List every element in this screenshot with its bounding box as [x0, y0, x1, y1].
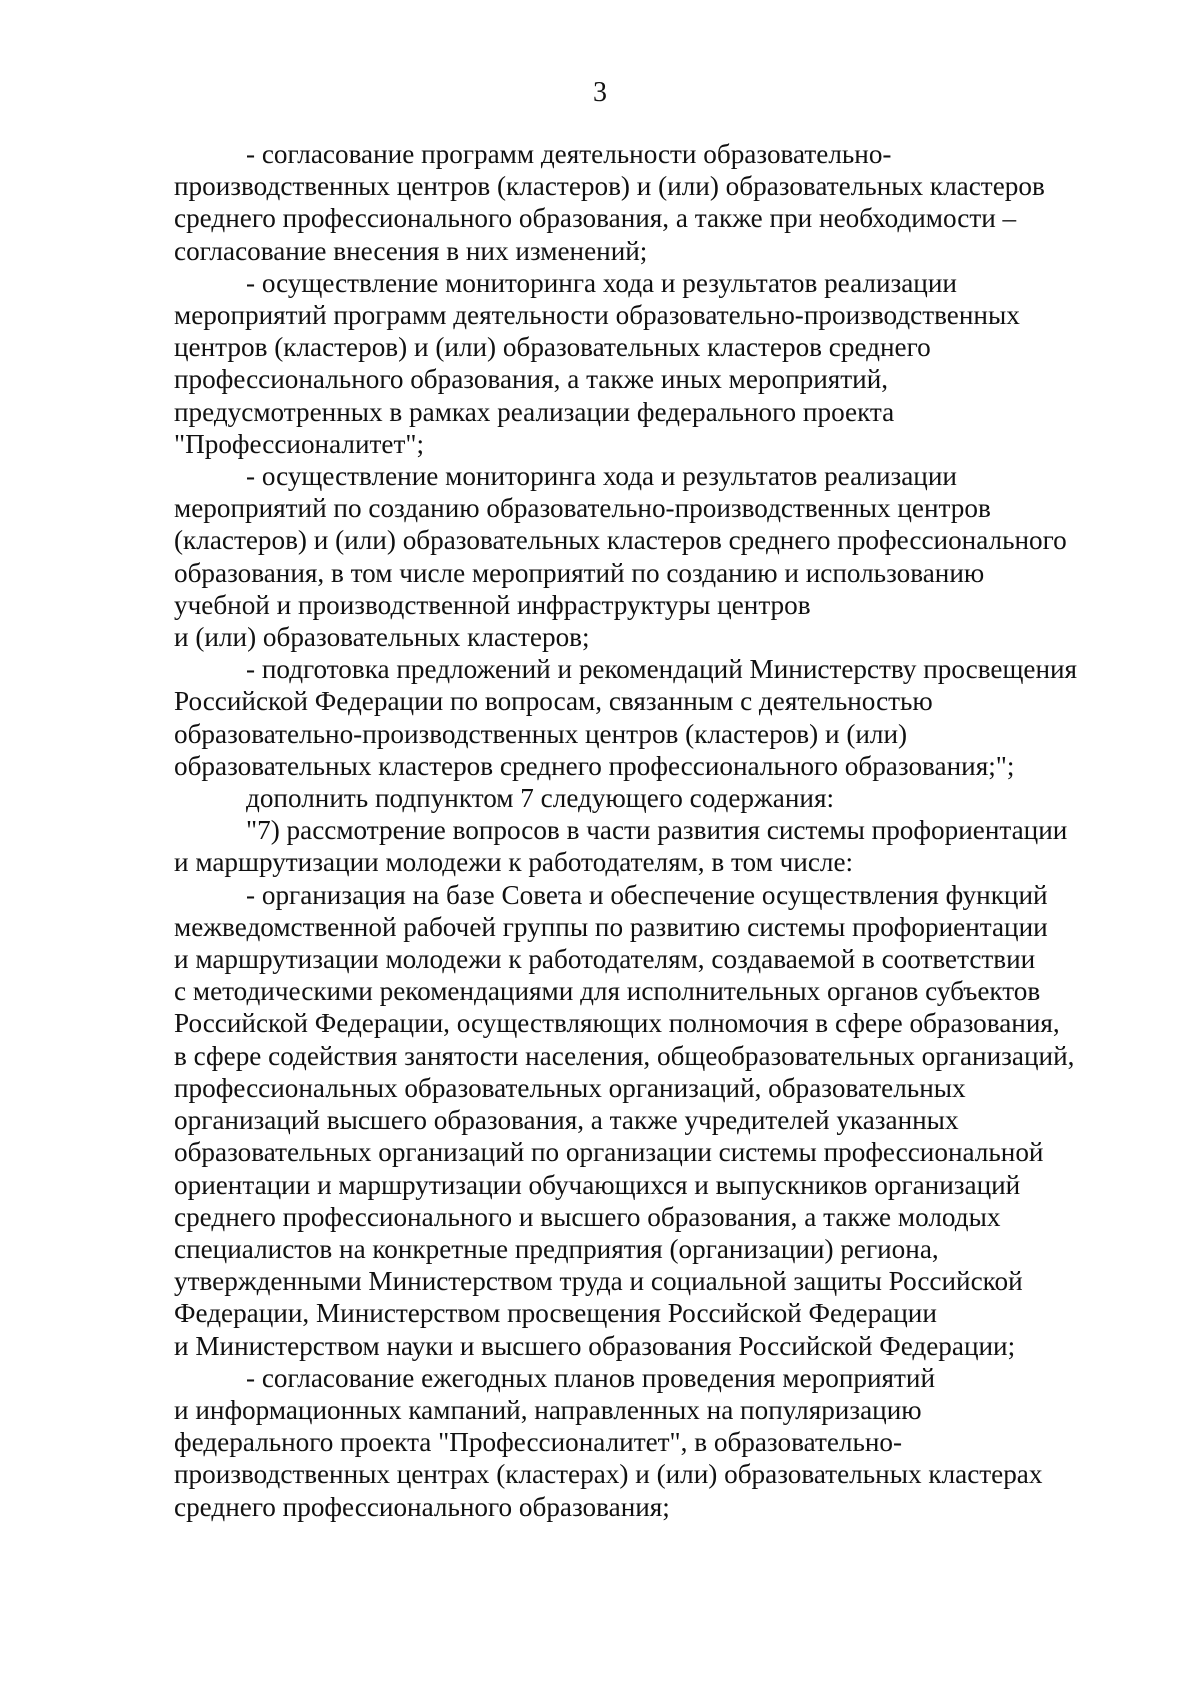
document-body — [174, 138, 1112, 1523]
paragraph-annual-plans: - согласование ежегодных планов проведения мероприятий и информационных кампаний, направленных на популяризацию федерального проекта "Профессионалитет", в образовательно- производственных центрах (кластерах) и (или) образовательных кластерах среднего профессионального образования; — [174, 1362, 1043, 1522]
paragraph-subitem-7: "7) рассмотрение вопросов в части развития системы профориентации и маршрутизации молодежи к работодателям, в том числе: — [174, 815, 1068, 878]
page-number: 3 — [593, 77, 607, 108]
paragraph-working-group: - организация на базе Совета и обеспечение осуществления функций межведомственной рабочей группы по развитию системы профориентации и маршрутизации молодежи к работодателям, создаваемой в соответствии с методическими рекомендациями для исполнительных органов субъектов Российской Федерации, осуществляющих полномочия в сфере образования, в сфере содействия занятости населения, общеобразовательных организаций, профессиональных образовательных организаций, образовательных организаций высшего образования, а также учредителей указанных образовательных организаций по организации системы профессиональной ориентации и маршрутизации обучающихся и выпускников организаций среднего профессионального и высшего образования, а также молодых специалистов на конкретные предприятия (организации) региона, утвержденными Министерством труда и социальной защиты Российской Федерации, Министерством просвещения Российской Федерации и Министерством науки и высшего образования Российской Федерации; — [174, 879, 1075, 1361]
paragraph-amendment-intro: дополнить подпунктом 7 следующего содержания: — [246, 783, 835, 814]
paragraph-creation-monitoring: - осуществление мониторинга хода и результатов реализации мероприятий по созданию образовательно-производственных центров (кластеров) и (или) образовательных кластеров среднего профессионального образования, в том числе мероприятий по созданию и использованию учебной и производственной инфраструктуры центров и (или) образовательных кластеров; — [174, 461, 1067, 653]
paragraph-program-approval: - согласование программ деятельности образовательно- производственных центров (кластеров) и (или) образовательных кластеров среднего профессионального образования, а также при необходимости – согласование внесения в них изменений; — [174, 139, 1045, 266]
paragraph-program-monitoring: - осуществление мониторинга хода и результатов реализации мероприятий программ деятельности образовательно-производственных центров (кластеров) и (или) образовательных кластеров среднего профессионального образования, а также иных мероприятий, предусмотренных в рамках реализации федерального проекта "Профессионалитет"; — [174, 267, 1020, 459]
paragraph-recommendations: - подготовка предложений и рекомендаций Министерству просвещения Российской Федерации по вопросам, связанным с деятельностью образовательно-производственных центров (кластеров) и (или) образовательных кластеров среднего профессионального образования;"; — [174, 654, 1078, 781]
